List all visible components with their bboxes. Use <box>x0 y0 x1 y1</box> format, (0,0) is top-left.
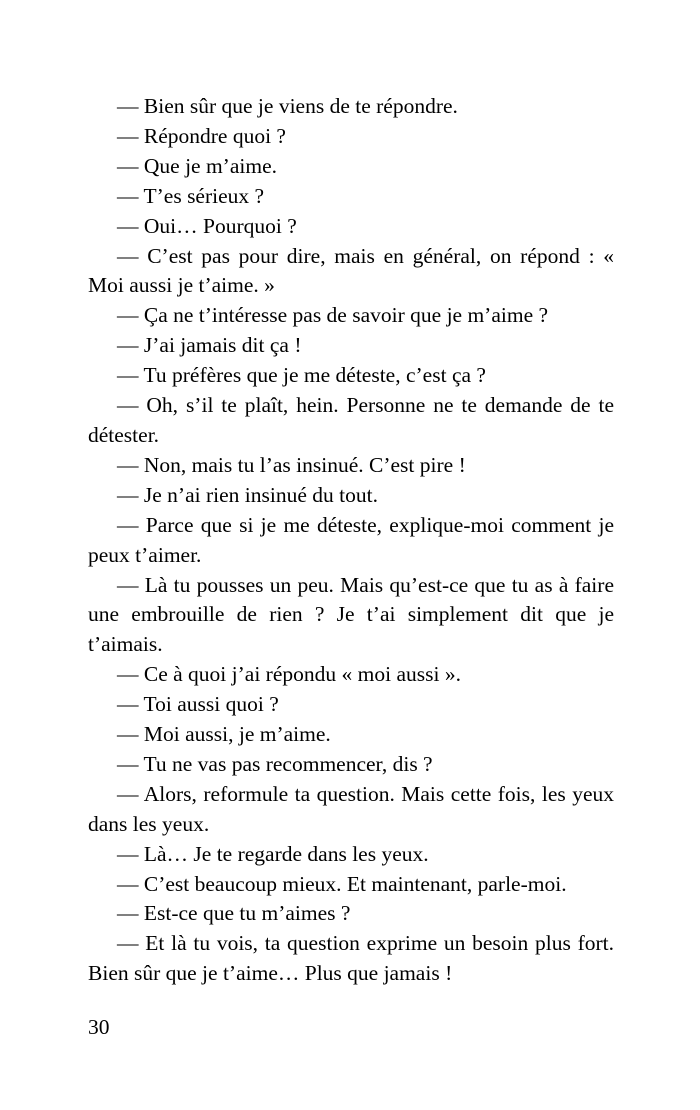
dialogue-line: — Moi aussi, je m’aime. <box>117 722 331 747</box>
dialogue-line: — Ça ne t’intéresse pas de savoir que je m’aime ? <box>117 303 549 328</box>
dialogue-line: — Est-ce que tu m’aimes ? <box>117 901 351 926</box>
dialogue-line: — Tu ne vas pas recommencer, dis ? <box>117 751 433 776</box>
dialogue-line: — C’est beaucoup mieux. Et maintenant, parle-moi. <box>117 871 567 896</box>
dialogue-line: — Alors, reformule ta question. Mais cette fois, les yeux dans les yeux. <box>88 781 614 836</box>
dialogue-line: — Oh, s’il te plaît, hein. Personne ne te demande de te détester. <box>88 393 614 447</box>
dialogue-line: — Là tu pousses un peu. Mais qu’est-ce que tu as à faire une embrouille de rien ? Je t’ai simplement dit que je t’aimais. <box>88 572 614 657</box>
dialogue-line: — C’est pas pour dire, mais en général, on répond : « Moi aussi je t’aime. » <box>88 243 614 298</box>
page-body <box>88 92 614 989</box>
dialogue-line: — J’ai jamais dit ça ! <box>117 333 302 358</box>
dialogue-line: — Répondre quoi ? <box>117 123 286 148</box>
page-number: 30 <box>88 1015 110 1039</box>
dialogue-line: — Ce à quoi j’ai répondu « moi aussi ». <box>117 662 461 687</box>
dialogue-line: — Que je m’aime. <box>117 153 278 178</box>
dialogue-line: — Tu préfères que je me déteste, c’est ça ? <box>117 363 486 388</box>
dialogue-line: — T’es sérieux ? <box>117 183 265 208</box>
dialogue-line: — Bien sûr que je viens de te répondre. <box>117 94 458 118</box>
dialogue-line: — Non, mais tu l’as insinué. C’est pire ! <box>117 452 466 477</box>
dialogue-line: — Et là tu vois, ta question exprime un besoin plus fort. Bien sûr que je t’aime… Plus que jamais ! <box>88 931 614 986</box>
dialogue-line: — Oui… Pourquoi ? <box>117 213 297 238</box>
dialogue-line: — Je n’ai rien insinué du tout. <box>117 482 378 507</box>
dialogue-line: — Toi aussi quoi ? <box>117 692 279 717</box>
dialogue-line: — Là… Je te regarde dans les yeux. <box>117 841 429 866</box>
dialogue-line: — Parce que si je me déteste, explique-moi comment je peux t’aimer. <box>88 512 614 567</box>
